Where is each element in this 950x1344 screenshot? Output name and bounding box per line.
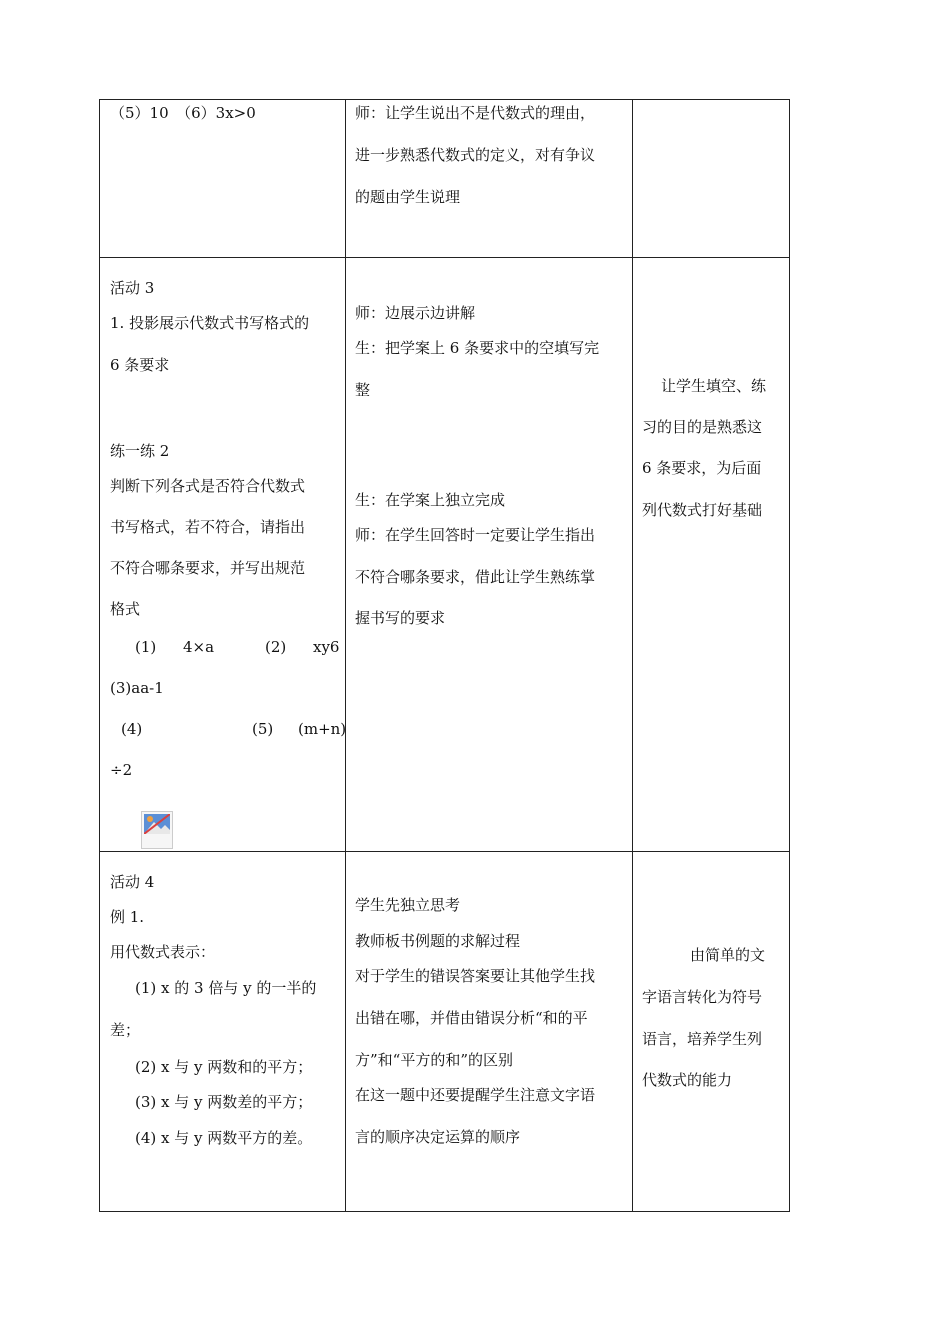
intent-cell — [633, 852, 790, 1212]
expression: xy6 — [313, 638, 340, 656]
text-line: 列代数式打好基础 — [642, 501, 763, 519]
text-line: (2) x 与 y 两数和的平方； — [135, 1058, 313, 1076]
text-line: 师：让学生说出不是代数式的理由， — [355, 104, 596, 122]
activity-cell — [100, 258, 346, 852]
text-line: 代数式的能力 — [642, 1071, 733, 1089]
text-line: 学生先独立思考 — [355, 896, 461, 914]
intent-cell — [633, 100, 790, 258]
text-line: (4) x 与 y 两数平方的差。 — [135, 1129, 313, 1147]
activity-cell — [100, 852, 346, 1212]
process-cell — [346, 100, 633, 258]
text-line: （5）10 （6）3x>0 — [110, 104, 256, 122]
text-line: 言的顺序决定运算的顺序 — [355, 1128, 521, 1146]
table-row — [100, 258, 790, 852]
text-line: 整 — [355, 381, 371, 399]
process-cell — [346, 852, 633, 1212]
intent-cell — [633, 258, 790, 852]
table-row — [100, 852, 790, 1212]
text-line: 师：边展示边讲解 — [355, 304, 476, 322]
text-line: 书写格式，若不符合，请指出 — [110, 518, 306, 536]
text-line: 不符合哪条要求，并写出规范 — [110, 559, 306, 577]
text-line: 由简单的文 — [690, 946, 766, 964]
text-line: 6 条要求，为后面 — [642, 459, 762, 477]
text-line: 教师板书例题的求解过程 — [355, 932, 521, 950]
text-line: 出错在哪，并借由错误分析“和的平 — [355, 1009, 588, 1027]
text-line: 习的目的是熟悉这 — [642, 418, 763, 436]
expression: (m+n) — [298, 720, 347, 738]
text-line: 在这一题中还要提醒学生注意文字语 — [355, 1086, 596, 1104]
text-line: 判断下列各式是否符合代数式 — [110, 477, 306, 495]
expression: 4×a — [183, 638, 215, 656]
text-line: 1. 投影展示代数式书写格式的 — [110, 314, 310, 332]
broken-image-icon — [141, 811, 173, 849]
table-row — [100, 100, 790, 258]
text-line: 生：在学案上独立完成 — [355, 491, 506, 509]
expression: ÷2 — [110, 761, 133, 779]
text-line: 让学生填空、练 — [661, 377, 767, 395]
process-cell — [346, 258, 633, 852]
text-line: (3) x 与 y 两数差的平方； — [135, 1093, 313, 1111]
text-line: 进一步熟悉代数式的定义，对有争议 — [355, 146, 596, 164]
activity-title: 活动 3 — [110, 279, 155, 297]
text-line: 方”和“平方的和”的区别 — [355, 1051, 514, 1069]
text-line: 用代数式表示： — [110, 943, 216, 961]
item-number: (4) — [121, 720, 143, 738]
text-line: 生：把学案上 6 条要求中的空填写完 — [355, 339, 600, 357]
lesson-plan-table — [99, 99, 790, 1212]
activity-title: 活动 4 — [110, 873, 155, 891]
text-line: (1) x 的 3 倍与 y 的一半的 — [135, 979, 317, 997]
text-line: 字语言转化为符号 — [642, 988, 763, 1006]
text-line: 不符合哪条要求，借此让学生熟练掌 — [355, 568, 596, 586]
text-line: 格式 — [110, 600, 141, 618]
item-number: (2) — [265, 638, 287, 656]
activity-cell — [100, 100, 346, 258]
text-line: 对于学生的错误答案要让其他学生找 — [355, 967, 596, 985]
exercise-title: 练一练 2 — [110, 442, 170, 460]
text-line: 6 条要求 — [110, 356, 170, 374]
text-line: 的题由学生说理 — [355, 188, 461, 206]
text-line: 差； — [110, 1021, 141, 1039]
expression: (3)aa-1 — [110, 679, 164, 697]
item-number: (5) — [252, 720, 274, 738]
item-number: (1) — [135, 638, 157, 656]
text-line: 师：在学生回答时一定要让学生指出 — [355, 526, 596, 544]
text-line: 例 1. — [110, 908, 145, 926]
text-line: 语言，培养学生列 — [642, 1030, 763, 1048]
text-line: 握书写的要求 — [355, 609, 446, 627]
